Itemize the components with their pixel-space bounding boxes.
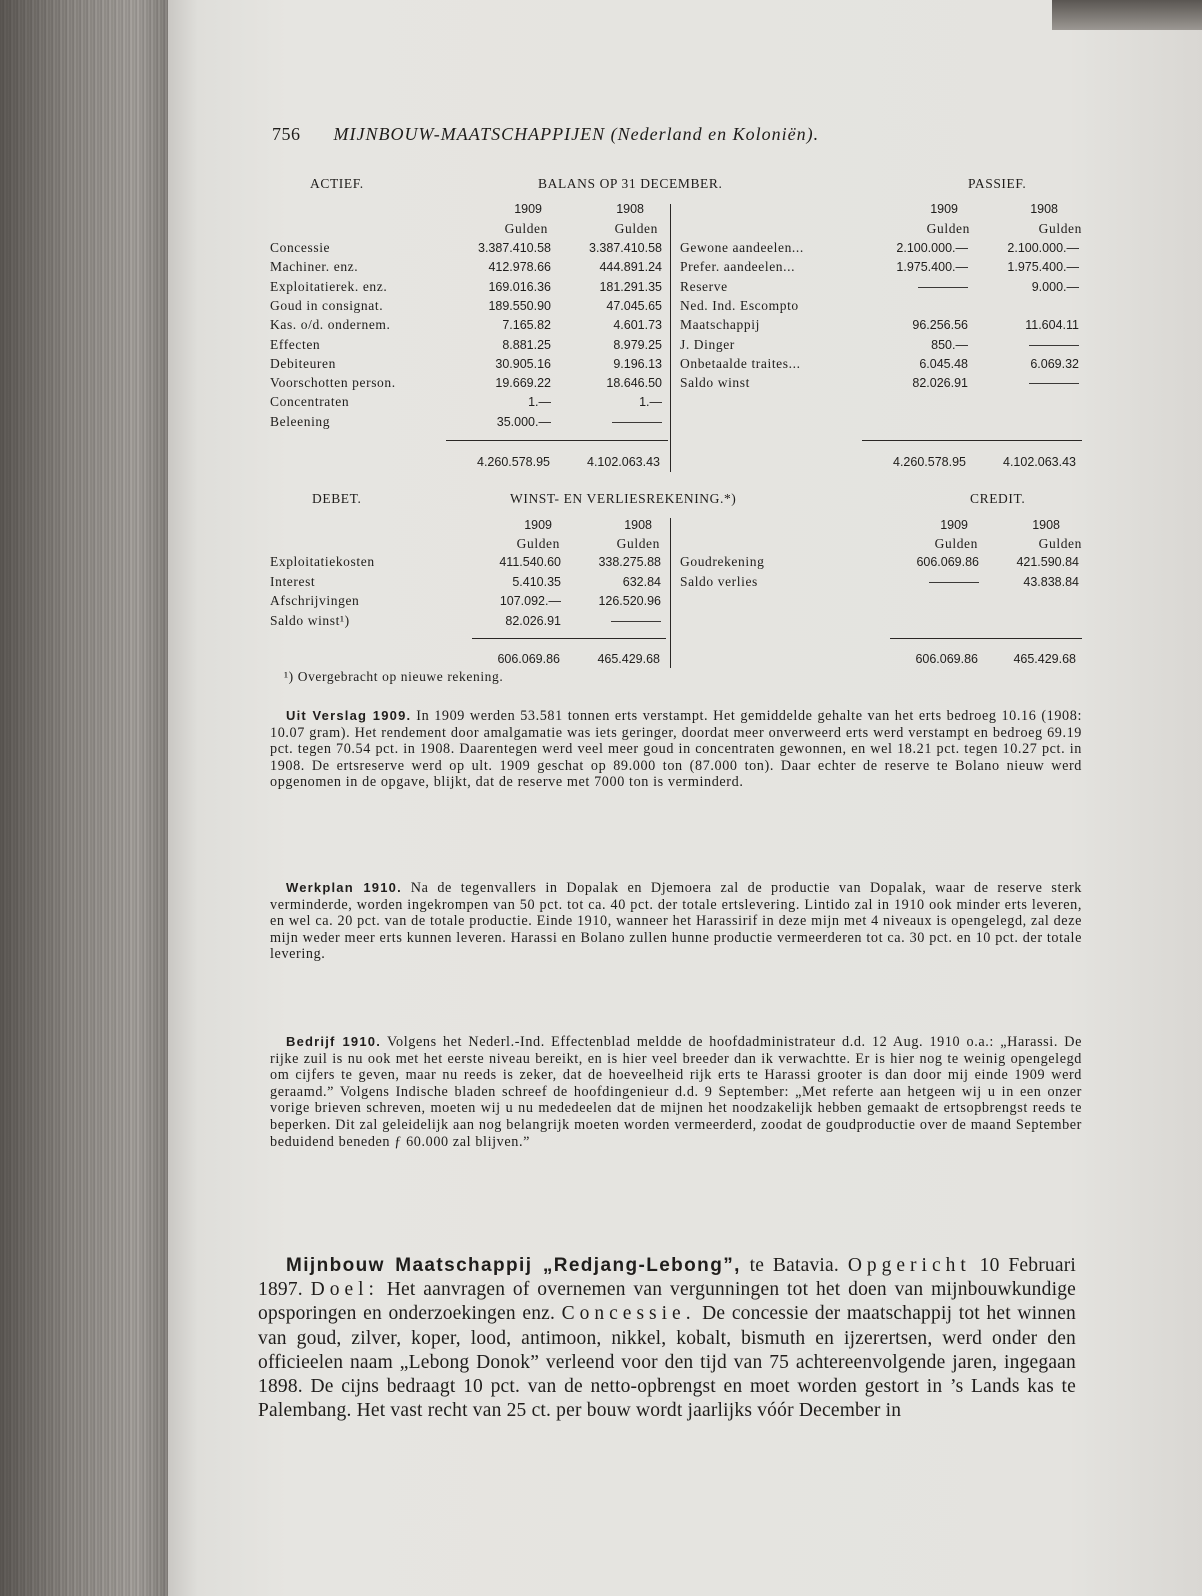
debet-value-1909: 411.540.60: [499, 555, 561, 569]
passief-value-1908: 11.604.11: [1025, 318, 1079, 333]
passief-total-1909: 4.260.578.95: [893, 455, 966, 469]
actief-total-1908: 4.102.063.43: [587, 455, 660, 469]
heading-verslag: Uit Verslag 1909.: [286, 708, 412, 723]
debet-value-1908: ————: [611, 613, 661, 628]
passief-item: Prefer. aandeelen...: [680, 259, 796, 275]
passief-value-1909: 2.100.000.—: [896, 241, 968, 255]
debet-value-1909: 5.410.35: [512, 574, 561, 589]
passief-label: PASSIEF.: [968, 176, 1027, 191]
credit-value-1908: 421.590.84: [1016, 555, 1079, 569]
running-header: [272, 124, 819, 145]
actief-value-1909: 19.669.22: [495, 376, 551, 391]
actief-item: Kas. o/d. ondernem.: [270, 317, 391, 333]
passief-item: Ned. Ind. Escompto: [680, 297, 799, 313]
debet-value-1908: 632.84: [622, 574, 661, 589]
company-location: te Batavia.: [749, 1255, 839, 1276]
actief-value-1908: ————: [612, 414, 662, 429]
actief-value-1909: 189.550.90: [488, 298, 551, 313]
winst-title: WINST- EN VERLIESREKENING.*): [510, 491, 737, 506]
debet-item: Interest: [270, 573, 316, 589]
actief-item: Concentraten: [270, 394, 350, 410]
concessie-label: Concessie.: [561, 1303, 696, 1325]
unit-gulden: Gulden: [1038, 536, 1082, 551]
unit-gulden: Gulden: [616, 536, 660, 551]
actief-label: ACTIEF.: [310, 176, 364, 191]
column-divider: [670, 204, 671, 472]
debet-value-1909: 82.026.91: [505, 613, 561, 628]
opgericht-label: Opgericht: [847, 1255, 971, 1276]
year-1909: 1909: [930, 202, 958, 216]
column-divider: [670, 518, 671, 668]
credit-item: Saldo verlies: [680, 573, 758, 589]
debet-item: Exploitatiekosten: [270, 554, 375, 569]
year-1909: 1909: [524, 518, 552, 532]
actief-item: Beleening: [270, 413, 331, 429]
actief-item: Goud in consignat.: [270, 297, 384, 313]
actief-value-1909: 1.—: [528, 395, 551, 410]
debet-item: Saldo winst¹): [270, 612, 350, 628]
actief-value-1908: 1.—: [639, 395, 662, 410]
passief-item: Gewone aandeelen...: [680, 240, 804, 255]
year-1908: 1908: [624, 518, 652, 532]
passief-value-1908: ————: [1029, 376, 1079, 391]
unit-gulden: Gulden: [516, 536, 560, 551]
debet-value-1908: 126.520.96: [598, 594, 661, 609]
passief-value-1908: 2.100.000.—: [1007, 241, 1079, 255]
passief-value-1908: 9.000.—: [1031, 279, 1079, 294]
actief-item: Machiner. enz.: [270, 259, 359, 275]
actief-value-1909: 412.978.66: [488, 260, 551, 275]
passief-item: Reserve: [680, 278, 728, 294]
credit-label: CREDIT.: [970, 491, 1026, 506]
spine-shadow: [0, 0, 170, 1596]
actief-value-1908: 444.891.24: [599, 260, 662, 275]
text-werkplan: Na de tegenvallers in Dopalak en Djemoera zal de productie van Dopalak, waar de reserve sterk verminderde, worden ingekrompen van 50 pct. tot ca. 40 pct. der totale ertslevering. Lintido zal in 1910 ook minder erts leveren, en wel ca. 20 pct. van de totale productie. Einde 1910, wanneer het Harassirif in deze mijn met 4 niveaux is opengelegd, zal deze mijn weder meer erts kunnen leveren. Harassi en Bolano zullen hunne productie vermeerderen tot ca. 30 pct. en 10 pct. der totale levering.: [270, 880, 1082, 963]
actief-value-1909: 8.881.25: [502, 337, 551, 352]
text-verslag: In 1909 werden 53.581 tonnen erts verstampt. Het gemiddelde gehalte van het erts bedroeg 10.16 (1908: 10.07 gram). Het rendement door amalgamatie was iets geringer, doordat meer onverweerd erts werd verstampt en bedroeg 69.19 pct. tegen 70.54 pct. in 1908. Daarentegen werd veel meer goud in concentraten gewonnen, en wel 18.21 pct. tegen 10.27 pct. in 1908. De ertsreserve werd op ult. 1909 geschat op 89.000 ton (87.000 ton). Daar echter de reserve te Bolano nieuw werd opgenomen in de opgave, blijkt, dat de reserve met 7000 ton is verminderd.: [270, 708, 1082, 791]
actief-value-1908: 8.979.25: [613, 337, 662, 352]
unit-gulden: Gulden: [614, 221, 658, 236]
actief-value-1908: 181.291.35: [599, 279, 662, 294]
concessie-text: De concessie der maatschappij tot het winnen van goud, zilver, koper, lood, antimoon, nikkel, kobalt, bismuth en ijzerertsen, werd onder den officieelen naam „Lebong Donok” verleend voor den tijd van 75 achtereenvolgende jaren, ingegaan 1898. De cijns bedraagt 10 pct. van de netto-opbrengst en moet worden gestort in ’s Lands kas te Palembang. Het vast recht van 25 ct. per bouw wordt jaarlijks vóór December in: [258, 1303, 1077, 1422]
page-number: 756: [272, 124, 301, 144]
actief-value-1908: 3.387.410.58: [589, 241, 662, 255]
debet-total-1909: 606.069.86: [497, 652, 560, 666]
actief-value-1908: 18.646.50: [606, 376, 662, 391]
debet-item: Afschrijvingen: [270, 593, 360, 609]
credit-value-1909: ————: [929, 574, 979, 589]
credit-value-1909: 606.069.86: [916, 555, 979, 569]
total-rule: [862, 440, 1082, 441]
passief-value-1909: 82.026.91: [912, 376, 968, 391]
passief-total-1908: 4.102.063.43: [1003, 455, 1076, 469]
paragraph-werkplan: [270, 880, 1082, 963]
debet-label: DEBET.: [312, 491, 362, 506]
debet-value-1909: 107.092.—: [499, 594, 561, 609]
passief-value-1908: 1.975.400.—: [1007, 260, 1079, 275]
actief-item: Debiteuren: [270, 355, 336, 371]
heading-bedrijf: Bedrijf 1910.: [286, 1034, 382, 1049]
doel-label: Doel:: [310, 1279, 379, 1301]
passief-item: J. Dinger: [680, 336, 735, 352]
credit-total-1908: 465.429.68: [1013, 652, 1076, 666]
passief-item: Saldo winst: [680, 375, 750, 391]
actief-value-1909: 3.387.410.58: [478, 241, 551, 255]
passief-value-1908: 6.069.32: [1030, 356, 1079, 371]
credit-total-1909: 606.069.86: [915, 652, 978, 666]
debet-value-1908: 338.275.88: [598, 555, 661, 569]
unit-gulden: Gulden: [1038, 221, 1082, 236]
passief-value-1909: 96.256.56: [912, 318, 968, 333]
actief-value-1908: 4.601.73: [613, 318, 662, 333]
actief-value-1909: 7.165.82: [502, 318, 551, 333]
year-1908: 1908: [1032, 518, 1060, 532]
year-1909: 1909: [940, 518, 968, 532]
unit-gulden: Gulden: [934, 536, 978, 551]
actief-item: Exploitatierek. enz.: [270, 278, 388, 294]
balans-title: BALANS OP 31 DECEMBER.: [538, 176, 723, 191]
credit-value-1908: 43.838.84: [1023, 574, 1079, 589]
text-bedrijf: Volgens het Nederl.-Ind. Effectenblad meldde de hoofdadministrateur d.d. 12 Aug. 1910 o.a.: „Harassi. De rijke zuil is nu ook met het eerste niveau bereikt, en is hier veel breeder dan ik verwachtte. Er is hier nog te weinig opengelegd om cijfers te geven, maar nu reeds is zeker, dat de hoeveelheid rijk erts te Harassi grooter is dan door mij einde 1909 werd geraamd.” Volgens Indische bladen schreef de hoofdingenieur d.d. 9 September: „Met referte aan hetgeen wij u in een onzer vorige brieven schreven, moeten wij u nu mededeelen dat de mijnen het noodzakelijk hebben gemaakt de ertsopbrengst reeds te beperken. Dit zal geleidelijk aan nog belangrijk moeten worden vermeerderd, zoodat de goudproductie over de maand September beduidend beneden ƒ 60.000 zal blijven.”: [270, 1034, 1083, 1150]
actief-value-1908: 9.196.13: [613, 356, 662, 371]
total-rule: [472, 638, 666, 639]
passief-item: Onbetaalde traites...: [680, 355, 801, 371]
debet-total-1908: 465.429.68: [597, 652, 660, 666]
opgericht-text: 10 Februari 1897.: [258, 1255, 1077, 1301]
actief-value-1909: 30.905.16: [495, 356, 551, 371]
actief-value-1909: 35.000.—: [496, 414, 551, 429]
passief-value-1909: 850.—: [931, 337, 968, 352]
unit-gulden: Gulden: [504, 221, 548, 236]
passief-item: Maatschappij: [680, 317, 760, 333]
passief-value-1909: 1.975.400.—: [896, 260, 968, 275]
actief-value-1909: 169.016.36: [488, 279, 551, 294]
actief-item: Voorschotten person.: [270, 375, 396, 391]
total-rule: [446, 440, 668, 441]
year-1908: 1908: [1030, 202, 1058, 216]
passief-value-1909: ————: [918, 279, 968, 294]
passief-value-1909: 6.045.48: [919, 356, 968, 371]
doel-text: Het aanvragen of overnemen van vergunningen tot het doen van mijnbouwkundige opsporingen en onderzoekingen enz.: [258, 1279, 1077, 1325]
paragraph-verslag: [270, 708, 1082, 791]
running-title: MIJNBOUW-MAATSCHAPPIJEN (Nederland en Koloniën).: [333, 124, 820, 144]
actief-total-1909: 4.260.578.95: [477, 455, 550, 469]
credit-item: Goudrekening: [680, 554, 765, 569]
actief-item: Effecten: [270, 336, 321, 352]
unit-gulden: Gulden: [926, 221, 970, 236]
actief-value-1908: 47.045.65: [606, 298, 662, 313]
paragraph-bedrijf: [270, 1034, 1082, 1150]
company-entry: [258, 1254, 1076, 1423]
page-corner-shadow: [1052, 0, 1202, 30]
heading-werkplan: Werkplan 1910.: [286, 880, 402, 895]
actief-item: Concessie: [270, 240, 331, 255]
total-rule: [890, 638, 1082, 639]
passief-value-1908: ————: [1029, 337, 1079, 352]
footnote: ¹) Overgebracht op nieuwe rekening.: [284, 669, 504, 684]
company-name: Mijnbouw Maatschappij „Redjang-Lebong”,: [286, 1255, 741, 1276]
year-1909: 1909: [514, 202, 542, 216]
year-1908: 1908: [616, 202, 644, 216]
